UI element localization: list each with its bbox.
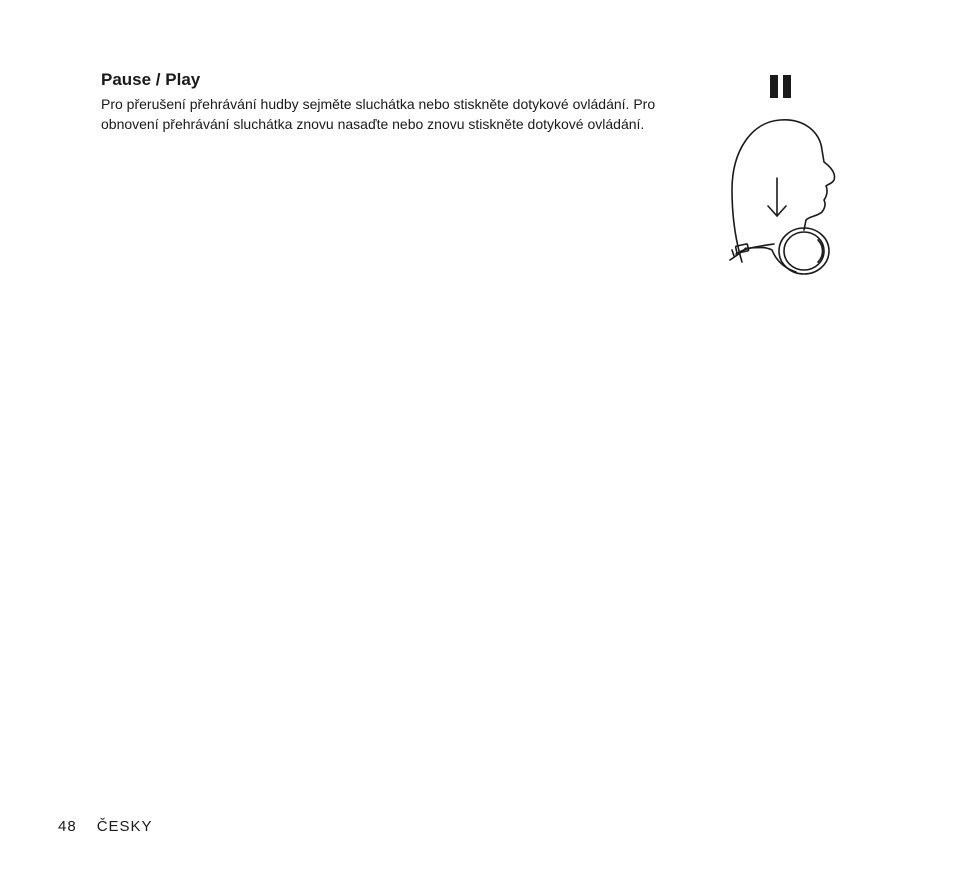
section-title: Pause / Play (101, 70, 201, 89)
pause-play-section (101, 69, 701, 134)
headphones-illustration (722, 70, 842, 280)
section-body: Pro přerušení přehrávání hudby sejměte sluchátka nebo stiskněte dotykové ovládání. Pro obnovení přehrávání sluchátka znovu nasaďte nebo znovu stiskněte dotykové ovládání. (101, 96, 656, 132)
head-with-headphones-icon (730, 120, 835, 274)
page-footer (58, 818, 153, 835)
page-number: 48 (58, 818, 77, 835)
pause-icon (770, 75, 791, 98)
arrow-down-icon (768, 178, 786, 216)
language-label: ČESKY (96, 818, 153, 835)
